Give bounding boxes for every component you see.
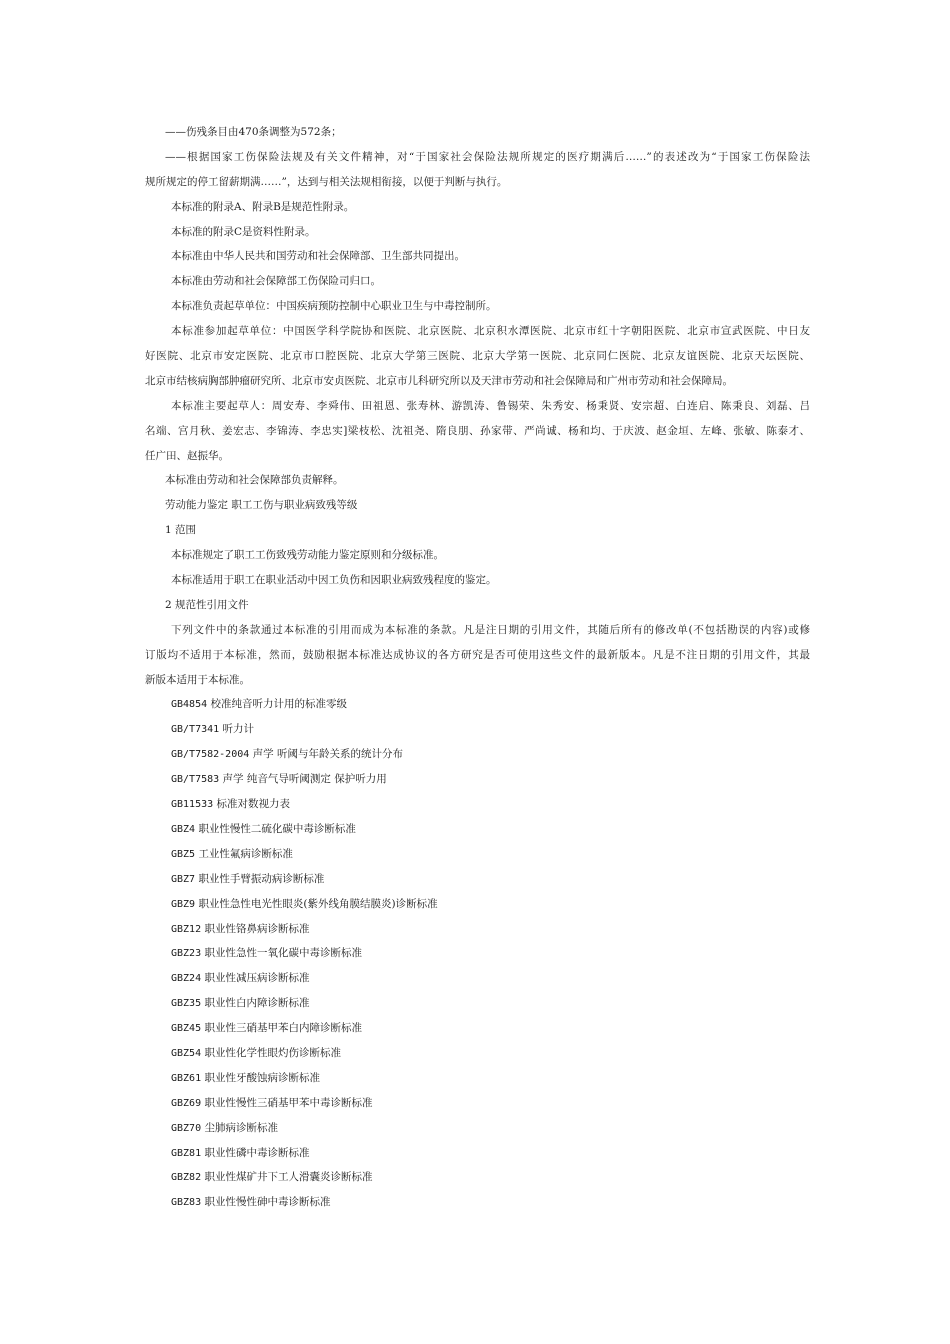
- foreword-line: 名端、宫月秋、姜宏志、李锦涛、李忠实]梁枝松、沈祖尧、隋良朋、孙家带、严尚诚、杨和均、于庆波、赵金垣、左峰、张敏、陈泰才、: [145, 424, 810, 437]
- reference-title: 声学 纯音气导听阈测定 保护听力用: [222, 773, 387, 786]
- reference-code: GBZ81: [171, 1147, 202, 1159]
- reference-code: GB/T7582-2004: [171, 749, 250, 761]
- reference-item: [145, 842, 810, 867]
- reference-item: [145, 1016, 810, 1041]
- foreword-line: 规所规定的停工留薪期满……”，达到与相关法规相衔接，以便于判断与执行。: [145, 175, 508, 188]
- reference-code: GBZ5: [171, 848, 196, 860]
- reference-code: GBZ4: [171, 823, 196, 835]
- foreword-line: 本标准主要起草人：周安寿、李舜伟、田祖恩、张寿林、游凯涛、鲁锡荣、朱秀安、杨秉贤、安宗超、白连启、陈秉良、刘磊、吕: [171, 399, 810, 412]
- reference-item: [145, 1091, 810, 1116]
- reference-title: 尘肺病诊断标准: [204, 1121, 278, 1134]
- reference-code: GBZ82: [171, 1172, 202, 1184]
- reference-code: GB/T7341: [171, 724, 220, 736]
- reference-item: [145, 742, 810, 767]
- section-paragraph: 本标准规定了职工工伤致残劳动能力鉴定原则和分级标准。: [171, 549, 444, 562]
- reference-code: GB11533: [171, 799, 214, 811]
- foreword-line: 本标准的附录C是资料性附录。: [171, 225, 316, 238]
- reference-item: [145, 1066, 810, 1091]
- reference-code: GBZ23: [171, 948, 202, 960]
- reference-title: 职业性煤矿井下工人滑囊炎诊断标准: [204, 1171, 373, 1184]
- reference-title: 职业性慢性砷中毒诊断标准: [204, 1196, 331, 1209]
- reference-code: GBZ24: [171, 973, 202, 985]
- reference-title: 职业性牙酸蚀病诊断标准: [204, 1071, 320, 1084]
- foreword-line: ——根据国家工伤保险法规及有关文件精神，对“于国家社会保险法规所规定的医疗期满后……”的表述改为“于国家工伤保险法: [165, 150, 810, 163]
- reference-item: [145, 717, 810, 742]
- foreword-line: 本标准由劳动和社会保障部负责解释。: [165, 474, 344, 487]
- foreword-line: 好医院、北京市安定医院、北京市口腔医院、北京大学第三医院、北京大学第一医院、北京同仁医院、北京友谊医院、北京天坛医院、: [145, 350, 810, 363]
- reference-item: [145, 867, 810, 892]
- reference-item: [145, 817, 810, 842]
- reference-title: 工业性氟病诊断标准: [198, 847, 293, 860]
- reference-code: GBZ54: [171, 1047, 202, 1059]
- reference-item: [145, 1165, 810, 1190]
- reference-title: 听力计: [222, 723, 255, 736]
- reference-title: 职业性白内障诊断标准: [204, 997, 310, 1010]
- reference-title: 标准对数视力表: [216, 798, 290, 811]
- reference-title: 职业性化学性眼灼伤诊断标准: [204, 1046, 341, 1059]
- reference-title: 职业性磷中毒诊断标准: [204, 1146, 310, 1159]
- section-heading: 2 规范性引用文件: [165, 598, 249, 611]
- section-normative-references: [145, 593, 810, 1215]
- reference-code: GBZ69: [171, 1097, 202, 1109]
- reference-item: [145, 917, 810, 942]
- reference-title: 职业性减压病诊断标准: [204, 972, 310, 985]
- section-paragraph: 本标准适用于职工在职业活动中因工负伤和因职业病致残程度的鉴定。: [171, 574, 497, 587]
- reference-title: 职业性急性电光性眼炎(紫外线角膜结膜炎)诊断标准: [198, 897, 438, 910]
- reference-title: 校准纯音听力计用的标准零级: [210, 698, 347, 711]
- reference-item: [145, 1190, 810, 1215]
- reference-code: GB/T7583: [171, 774, 220, 786]
- reference-item: [145, 892, 810, 917]
- reference-code: GBZ7: [171, 873, 196, 885]
- reference-code: GBZ9: [171, 898, 196, 910]
- reference-title: 职业性三硝基甲苯白内障诊断标准: [204, 1022, 362, 1035]
- foreword-line: ——伤残条目由470条调整为572条；: [165, 126, 342, 138]
- reference-title: 职业性手臂振动病诊断标准: [198, 872, 325, 885]
- foreword-line: 本标准的附录A、附录B是规范性附录。: [171, 200, 355, 213]
- foreword-line: 本标准由劳动和社会保障部工伤保险司归口。: [171, 275, 381, 288]
- foreword-line: 本标准由中华人民共和国劳动和社会保障部、卫生部共同提出。: [171, 250, 465, 263]
- reference-title: 声学 听阈与年龄关系的统计分布: [252, 748, 403, 761]
- reference-code: GBZ35: [171, 998, 202, 1010]
- reference-item: [145, 792, 810, 817]
- reference-list: [145, 692, 810, 1215]
- reference-item: [145, 1116, 810, 1141]
- reference-item: [145, 991, 810, 1016]
- reference-item: [145, 941, 810, 966]
- document-page: [145, 120, 810, 1215]
- section-heading: 1 范围: [165, 524, 197, 537]
- reference-code: GBZ83: [171, 1197, 202, 1209]
- reference-title: 职业性慢性二硫化碳中毒诊断标准: [198, 822, 356, 835]
- reference-code: GBZ61: [171, 1072, 202, 1084]
- foreword-line: 本标准负责起草单位：中国疾病预防控制中心职业卫生与中毒控制所。: [171, 300, 497, 313]
- reference-item: [145, 1041, 810, 1066]
- reference-item: [145, 1141, 810, 1166]
- reference-title: 职业性铬鼻病诊断标准: [204, 922, 310, 935]
- reference-item: [145, 692, 810, 717]
- section-paragraph-line: 下列文件中的条款通过本标准的引用而成为本标准的条款。凡是注日期的引用文件，其随后所有的修改单(不包括勘误的内容)或修: [171, 623, 810, 636]
- reference-item: [145, 767, 810, 792]
- foreword-line: 本标准参加起草单位：中国医学科学院协和医院、北京医院、北京积水潭医院、北京市红十字朝阳医院、北京市宣武医院、中日友: [171, 325, 810, 338]
- section-paragraph-line: 新版本适用于本标准。: [145, 673, 250, 686]
- foreword-block: [145, 120, 810, 493]
- reference-code: GBZ70: [171, 1122, 202, 1134]
- reference-code: GB4854: [171, 699, 208, 711]
- section-scope: [145, 518, 810, 593]
- reference-title: 职业性急性一氧化碳中毒诊断标准: [204, 947, 362, 960]
- document-title: 劳动能力鉴定 职工工伤与职业病致残等级: [165, 499, 358, 512]
- section-paragraph-line: 订版均不适用于本标准，然而，鼓励根据本标准达成协议的各方研究是否可使用这些文件的最新版本。凡是不注日期的引用文件，其最: [145, 648, 810, 661]
- reference-code: GBZ12: [171, 923, 202, 935]
- reference-title: 职业性慢性三硝基甲苯中毒诊断标准: [204, 1096, 373, 1109]
- foreword-line: 北京市结核病胸部肿瘤研究所、北京市安贞医院、北京市儿科研究所以及天津市劳动和社会保障局和广州市劳动和社会保障局。: [145, 374, 733, 387]
- reference-item: [145, 966, 810, 991]
- foreword-line: 任广田、赵振华。: [145, 449, 229, 462]
- reference-code: GBZ45: [171, 1023, 202, 1035]
